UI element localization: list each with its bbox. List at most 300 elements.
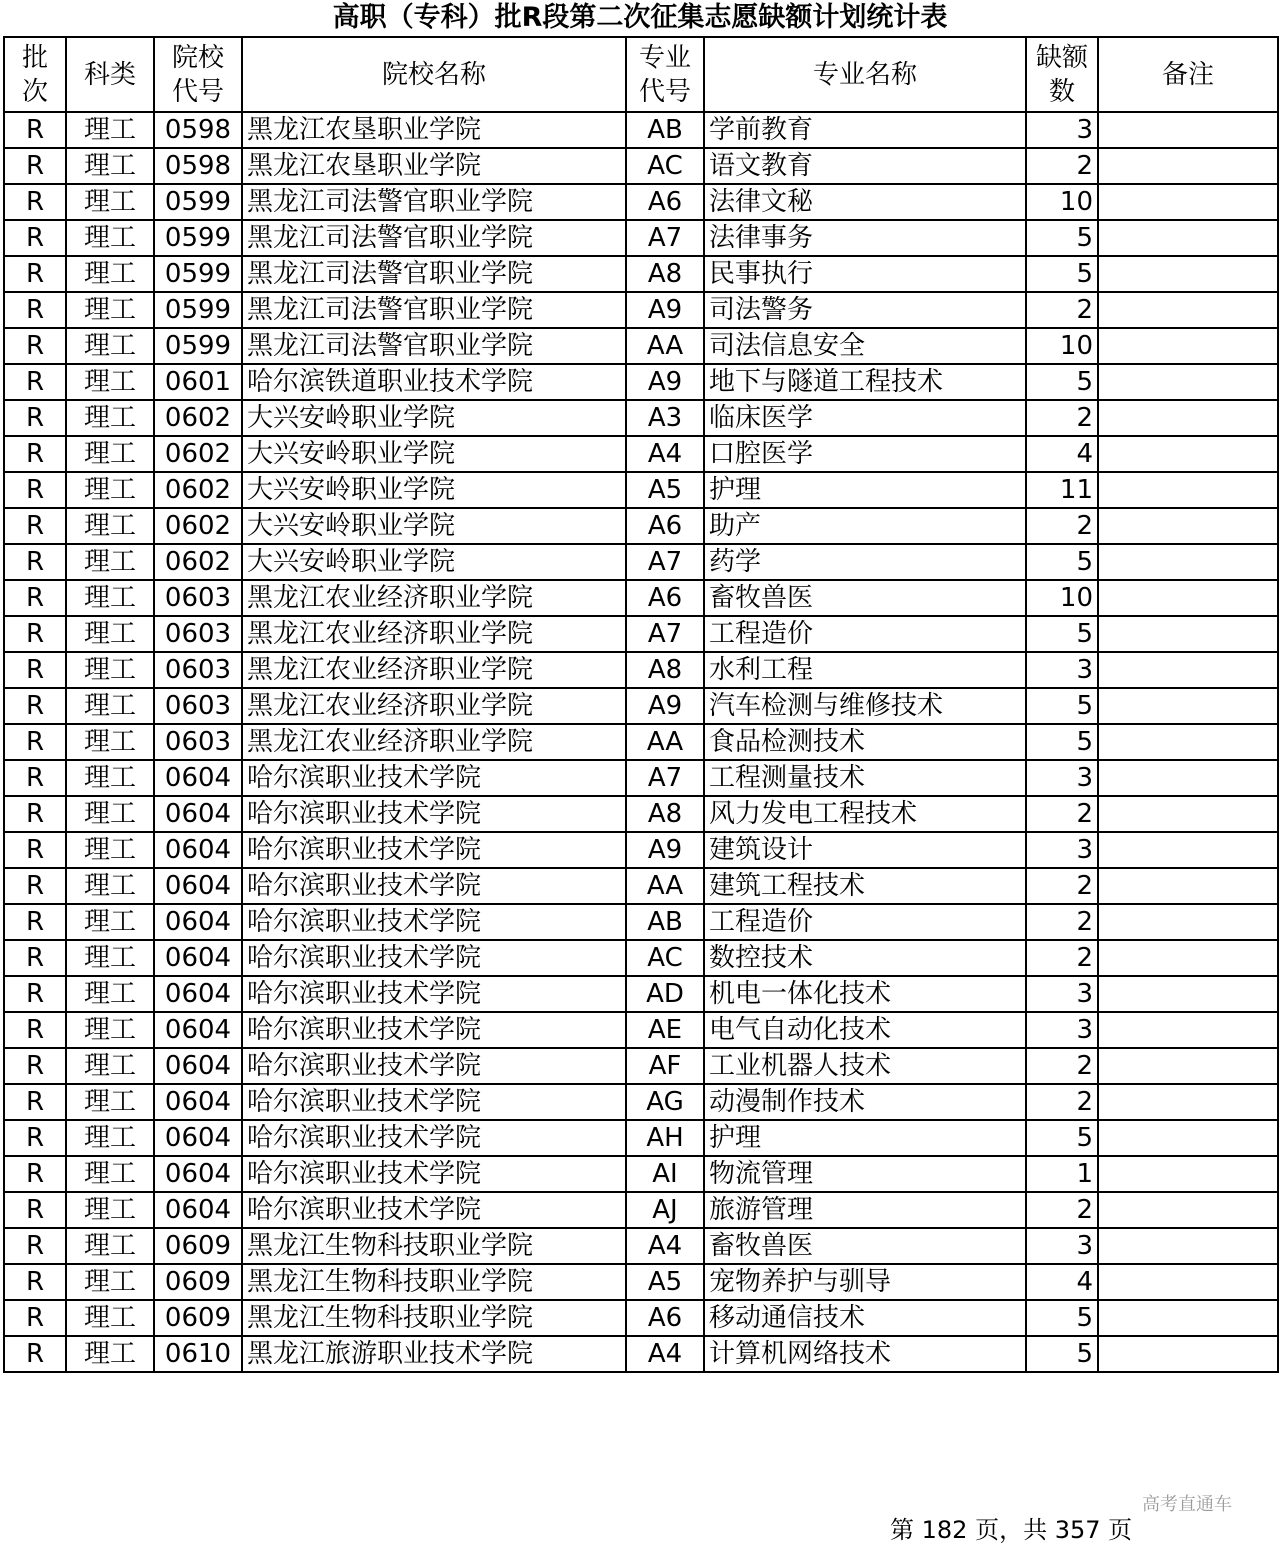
cell-major-code: A5 xyxy=(626,472,704,508)
cell-school-code: 0604 xyxy=(154,940,242,976)
vacancy-table xyxy=(3,36,1279,1373)
cell-batch: R xyxy=(4,328,66,364)
cell-remark xyxy=(1098,796,1278,832)
cell-major-name: 法律文秘 xyxy=(704,184,1026,220)
cell-category: 理工 xyxy=(66,1120,154,1156)
cell-remark xyxy=(1098,616,1278,652)
cell-category: 理工 xyxy=(66,400,154,436)
cell-vacancy: 3 xyxy=(1026,1012,1098,1048)
cell-batch: R xyxy=(4,1264,66,1300)
cell-major-name: 机电一体化技术 xyxy=(704,976,1026,1012)
cell-batch: R xyxy=(4,400,66,436)
cell-school-code: 0603 xyxy=(154,652,242,688)
cell-major-name: 食品检测技术 xyxy=(704,724,1026,760)
cell-major-name: 水利工程 xyxy=(704,652,1026,688)
cell-batch: R xyxy=(4,1012,66,1048)
table-row xyxy=(4,652,1278,688)
cell-remark xyxy=(1098,328,1278,364)
cell-school-name: 黑龙江司法警官职业学院 xyxy=(242,184,626,220)
cell-school-code: 0601 xyxy=(154,364,242,400)
table-row xyxy=(4,1300,1278,1336)
cell-remark xyxy=(1098,508,1278,544)
cell-major-name: 数控技术 xyxy=(704,940,1026,976)
cell-batch: R xyxy=(4,472,66,508)
cell-vacancy: 5 xyxy=(1026,688,1098,724)
cell-major-code: AC xyxy=(626,148,704,184)
table-row xyxy=(4,400,1278,436)
cell-remark xyxy=(1098,184,1278,220)
cell-major-name: 地下与隧道工程技术 xyxy=(704,364,1026,400)
table-row xyxy=(4,940,1278,976)
cell-major-name: 风力发电工程技术 xyxy=(704,796,1026,832)
cell-major-name: 电气自动化技术 xyxy=(704,1012,1026,1048)
cell-school-name: 哈尔滨职业技术学院 xyxy=(242,1120,626,1156)
cell-remark xyxy=(1098,724,1278,760)
cell-major-name: 药学 xyxy=(704,544,1026,580)
table-row xyxy=(4,184,1278,220)
cell-school-name: 黑龙江生物科技职业学院 xyxy=(242,1264,626,1300)
cell-major-code: A7 xyxy=(626,544,704,580)
cell-vacancy: 4 xyxy=(1026,1264,1098,1300)
cell-school-code: 0598 xyxy=(154,112,242,148)
cell-major-code: A6 xyxy=(626,508,704,544)
cell-school-code: 0599 xyxy=(154,292,242,328)
cell-remark xyxy=(1098,1300,1278,1336)
cell-vacancy: 2 xyxy=(1026,148,1098,184)
cell-school-name: 哈尔滨职业技术学院 xyxy=(242,1012,626,1048)
cell-remark xyxy=(1098,940,1278,976)
header-batch: 批次 xyxy=(4,37,66,112)
header-major-name: 专业名称 xyxy=(704,37,1026,112)
cell-school-name: 哈尔滨职业技术学院 xyxy=(242,832,626,868)
cell-school-name: 大兴安岭职业学院 xyxy=(242,400,626,436)
cell-vacancy: 10 xyxy=(1026,184,1098,220)
cell-vacancy: 2 xyxy=(1026,400,1098,436)
cell-school-name: 大兴安岭职业学院 xyxy=(242,436,626,472)
cell-major-code: A4 xyxy=(626,1336,704,1372)
cell-major-code: A8 xyxy=(626,652,704,688)
cell-remark xyxy=(1098,868,1278,904)
cell-remark xyxy=(1098,1336,1278,1372)
cell-vacancy: 4 xyxy=(1026,436,1098,472)
cell-school-code: 0604 xyxy=(154,1048,242,1084)
cell-vacancy: 5 xyxy=(1026,220,1098,256)
cell-category: 理工 xyxy=(66,580,154,616)
cell-major-code: AB xyxy=(626,904,704,940)
cell-remark xyxy=(1098,400,1278,436)
cell-major-name: 建筑设计 xyxy=(704,832,1026,868)
cell-major-name: 动漫制作技术 xyxy=(704,1084,1026,1120)
cell-school-name: 黑龙江司法警官职业学院 xyxy=(242,328,626,364)
table-row xyxy=(4,760,1278,796)
cell-vacancy: 5 xyxy=(1026,364,1098,400)
cell-batch: R xyxy=(4,616,66,652)
cell-school-name: 黑龙江司法警官职业学院 xyxy=(242,292,626,328)
cell-major-name: 司法信息安全 xyxy=(704,328,1026,364)
cell-school-name: 哈尔滨职业技术学院 xyxy=(242,1192,626,1228)
cell-school-name: 黑龙江农垦职业学院 xyxy=(242,112,626,148)
cell-school-name: 哈尔滨职业技术学院 xyxy=(242,976,626,1012)
table-row xyxy=(4,436,1278,472)
page-footer: 第 182 页，共 357 页 xyxy=(890,1516,1133,1544)
cell-major-code: A7 xyxy=(626,220,704,256)
cell-school-code: 0604 xyxy=(154,1192,242,1228)
header-major-code: 专业代号 xyxy=(626,37,704,112)
cell-school-name: 哈尔滨铁道职业技术学院 xyxy=(242,364,626,400)
cell-batch: R xyxy=(4,1300,66,1336)
cell-school-code: 0609 xyxy=(154,1300,242,1336)
header-vacancy: 缺额数 xyxy=(1026,37,1098,112)
cell-batch: R xyxy=(4,508,66,544)
watermark: 高考直通车 xyxy=(1142,1494,1232,1515)
table-row xyxy=(4,1084,1278,1120)
cell-school-code: 0598 xyxy=(154,148,242,184)
cell-category: 理工 xyxy=(66,868,154,904)
cell-major-code: A9 xyxy=(626,832,704,868)
cell-major-name: 语文教育 xyxy=(704,148,1026,184)
cell-school-name: 黑龙江农业经济职业学院 xyxy=(242,580,626,616)
cell-batch: R xyxy=(4,1336,66,1372)
table-row xyxy=(4,868,1278,904)
table-row xyxy=(4,112,1278,148)
cell-category: 理工 xyxy=(66,904,154,940)
cell-remark xyxy=(1098,1120,1278,1156)
cell-major-code: AD xyxy=(626,976,704,1012)
cell-major-code: AA xyxy=(626,724,704,760)
cell-major-code: A7 xyxy=(626,616,704,652)
cell-school-name: 哈尔滨职业技术学院 xyxy=(242,760,626,796)
cell-batch: R xyxy=(4,364,66,400)
cell-remark xyxy=(1098,1084,1278,1120)
cell-school-name: 哈尔滨职业技术学院 xyxy=(242,796,626,832)
cell-major-code: A8 xyxy=(626,796,704,832)
cell-major-name: 物流管理 xyxy=(704,1156,1026,1192)
cell-remark xyxy=(1098,364,1278,400)
cell-category: 理工 xyxy=(66,184,154,220)
cell-school-code: 0599 xyxy=(154,328,242,364)
cell-school-code: 0604 xyxy=(154,868,242,904)
cell-vacancy: 3 xyxy=(1026,112,1098,148)
cell-school-code: 0604 xyxy=(154,904,242,940)
cell-major-code: AA xyxy=(626,868,704,904)
cell-school-name: 哈尔滨职业技术学院 xyxy=(242,868,626,904)
cell-vacancy: 2 xyxy=(1026,1084,1098,1120)
cell-vacancy: 2 xyxy=(1026,796,1098,832)
cell-batch: R xyxy=(4,1192,66,1228)
cell-vacancy: 5 xyxy=(1026,544,1098,580)
cell-school-code: 0602 xyxy=(154,400,242,436)
header-category: 科类 xyxy=(66,37,154,112)
cell-school-code: 0603 xyxy=(154,580,242,616)
cell-school-code: 0603 xyxy=(154,616,242,652)
table-row xyxy=(4,616,1278,652)
cell-batch: R xyxy=(4,724,66,760)
cell-major-code: A6 xyxy=(626,580,704,616)
cell-vacancy: 2 xyxy=(1026,292,1098,328)
cell-batch: R xyxy=(4,292,66,328)
cell-category: 理工 xyxy=(66,760,154,796)
cell-school-name: 哈尔滨职业技术学院 xyxy=(242,1048,626,1084)
table-row xyxy=(4,832,1278,868)
cell-batch: R xyxy=(4,904,66,940)
cell-major-name: 临床医学 xyxy=(704,400,1026,436)
cell-vacancy: 2 xyxy=(1026,508,1098,544)
cell-vacancy: 3 xyxy=(1026,652,1098,688)
table-row xyxy=(4,1156,1278,1192)
cell-batch: R xyxy=(4,1228,66,1264)
table-row xyxy=(4,292,1278,328)
cell-category: 理工 xyxy=(66,544,154,580)
table-row xyxy=(4,1192,1278,1228)
cell-vacancy: 3 xyxy=(1026,832,1098,868)
cell-school-name: 黑龙江农垦职业学院 xyxy=(242,148,626,184)
cell-major-code: A4 xyxy=(626,1228,704,1264)
cell-major-name: 移动通信技术 xyxy=(704,1300,1026,1336)
cell-remark xyxy=(1098,1012,1278,1048)
table-row xyxy=(4,1048,1278,1084)
cell-school-code: 0604 xyxy=(154,796,242,832)
cell-batch: R xyxy=(4,976,66,1012)
cell-batch: R xyxy=(4,580,66,616)
cell-vacancy: 1 xyxy=(1026,1156,1098,1192)
cell-remark xyxy=(1098,112,1278,148)
cell-batch: R xyxy=(4,184,66,220)
cell-school-name: 黑龙江农业经济职业学院 xyxy=(242,688,626,724)
cell-category: 理工 xyxy=(66,328,154,364)
cell-major-code: AH xyxy=(626,1120,704,1156)
cell-remark xyxy=(1098,688,1278,724)
cell-major-code: A5 xyxy=(626,1264,704,1300)
cell-remark xyxy=(1098,292,1278,328)
cell-vacancy: 3 xyxy=(1026,760,1098,796)
cell-vacancy: 10 xyxy=(1026,580,1098,616)
cell-batch: R xyxy=(4,868,66,904)
table-row xyxy=(4,1228,1278,1264)
cell-school-name: 黑龙江农业经济职业学院 xyxy=(242,652,626,688)
cell-vacancy: 5 xyxy=(1026,1300,1098,1336)
table-row xyxy=(4,688,1278,724)
cell-batch: R xyxy=(4,436,66,472)
cell-batch: R xyxy=(4,652,66,688)
header-remark: 备注 xyxy=(1098,37,1278,112)
cell-remark xyxy=(1098,580,1278,616)
cell-remark xyxy=(1098,1228,1278,1264)
cell-category: 理工 xyxy=(66,1192,154,1228)
cell-major-name: 司法警务 xyxy=(704,292,1026,328)
table-row xyxy=(4,1264,1278,1300)
cell-remark xyxy=(1098,436,1278,472)
cell-major-code: AA xyxy=(626,328,704,364)
table-row xyxy=(4,976,1278,1012)
cell-remark xyxy=(1098,1156,1278,1192)
cell-batch: R xyxy=(4,1048,66,1084)
table-row xyxy=(4,328,1278,364)
cell-vacancy: 2 xyxy=(1026,940,1098,976)
table-row xyxy=(4,904,1278,940)
cell-major-name: 口腔医学 xyxy=(704,436,1026,472)
cell-school-code: 0599 xyxy=(154,256,242,292)
cell-school-name: 黑龙江生物科技职业学院 xyxy=(242,1300,626,1336)
cell-major-name: 护理 xyxy=(704,472,1026,508)
table-row xyxy=(4,472,1278,508)
cell-school-name: 大兴安岭职业学院 xyxy=(242,472,626,508)
cell-category: 理工 xyxy=(66,832,154,868)
cell-school-code: 0609 xyxy=(154,1228,242,1264)
cell-category: 理工 xyxy=(66,1048,154,1084)
cell-batch: R xyxy=(4,220,66,256)
cell-batch: R xyxy=(4,148,66,184)
cell-vacancy: 5 xyxy=(1026,724,1098,760)
cell-major-code: A9 xyxy=(626,364,704,400)
cell-remark xyxy=(1098,1048,1278,1084)
cell-category: 理工 xyxy=(66,508,154,544)
cell-batch: R xyxy=(4,1156,66,1192)
cell-major-code: AI xyxy=(626,1156,704,1192)
cell-vacancy: 5 xyxy=(1026,1120,1098,1156)
cell-category: 理工 xyxy=(66,652,154,688)
cell-school-name: 大兴安岭职业学院 xyxy=(242,508,626,544)
cell-category: 理工 xyxy=(66,220,154,256)
cell-remark xyxy=(1098,832,1278,868)
cell-batch: R xyxy=(4,1084,66,1120)
cell-vacancy: 5 xyxy=(1026,1336,1098,1372)
cell-major-name: 工程造价 xyxy=(704,904,1026,940)
cell-remark xyxy=(1098,760,1278,796)
cell-major-name: 宠物养护与驯导 xyxy=(704,1264,1026,1300)
cell-school-code: 0599 xyxy=(154,184,242,220)
cell-major-name: 工业机器人技术 xyxy=(704,1048,1026,1084)
table-row xyxy=(4,256,1278,292)
cell-category: 理工 xyxy=(66,688,154,724)
cell-category: 理工 xyxy=(66,1228,154,1264)
cell-major-code: A6 xyxy=(626,184,704,220)
cell-remark xyxy=(1098,1192,1278,1228)
cell-school-code: 0602 xyxy=(154,508,242,544)
cell-major-name: 旅游管理 xyxy=(704,1192,1026,1228)
cell-category: 理工 xyxy=(66,1336,154,1372)
cell-major-code: AF xyxy=(626,1048,704,1084)
cell-category: 理工 xyxy=(66,436,154,472)
cell-vacancy: 5 xyxy=(1026,256,1098,292)
cell-remark xyxy=(1098,220,1278,256)
cell-batch: R xyxy=(4,760,66,796)
cell-category: 理工 xyxy=(66,148,154,184)
cell-major-code: AB xyxy=(626,112,704,148)
cell-major-code: A9 xyxy=(626,292,704,328)
cell-major-name: 计算机网络技术 xyxy=(704,1336,1026,1372)
cell-category: 理工 xyxy=(66,472,154,508)
cell-category: 理工 xyxy=(66,292,154,328)
table-row xyxy=(4,1012,1278,1048)
cell-remark xyxy=(1098,652,1278,688)
cell-major-name: 工程造价 xyxy=(704,616,1026,652)
cell-vacancy: 11 xyxy=(1026,472,1098,508)
table-header-row xyxy=(4,37,1278,112)
cell-batch: R xyxy=(4,940,66,976)
cell-vacancy: 2 xyxy=(1026,1192,1098,1228)
cell-category: 理工 xyxy=(66,796,154,832)
cell-school-name: 黑龙江生物科技职业学院 xyxy=(242,1228,626,1264)
cell-major-code: AC xyxy=(626,940,704,976)
cell-remark xyxy=(1098,904,1278,940)
cell-category: 理工 xyxy=(66,112,154,148)
cell-major-name: 民事执行 xyxy=(704,256,1026,292)
cell-school-code: 0604 xyxy=(154,1120,242,1156)
cell-major-name: 工程测量技术 xyxy=(704,760,1026,796)
cell-category: 理工 xyxy=(66,940,154,976)
table-body xyxy=(4,112,1278,1372)
page-title: 高职（专科）批R段第二次征集志愿缺额计划统计表 xyxy=(332,2,948,33)
cell-remark xyxy=(1098,1264,1278,1300)
cell-major-code: A6 xyxy=(626,1300,704,1336)
header-school-code: 院校代号 xyxy=(154,37,242,112)
cell-school-code: 0603 xyxy=(154,688,242,724)
cell-category: 理工 xyxy=(66,616,154,652)
cell-category: 理工 xyxy=(66,1084,154,1120)
cell-remark xyxy=(1098,148,1278,184)
cell-major-name: 畜牧兽医 xyxy=(704,1228,1026,1264)
cell-batch: R xyxy=(4,112,66,148)
cell-batch: R xyxy=(4,832,66,868)
cell-category: 理工 xyxy=(66,1012,154,1048)
cell-school-name: 黑龙江农业经济职业学院 xyxy=(242,724,626,760)
table-row xyxy=(4,544,1278,580)
cell-major-name: 建筑工程技术 xyxy=(704,868,1026,904)
cell-major-code: A9 xyxy=(626,688,704,724)
cell-school-code: 0604 xyxy=(154,1084,242,1120)
cell-school-code: 0604 xyxy=(154,832,242,868)
cell-school-code: 0604 xyxy=(154,976,242,1012)
cell-batch: R xyxy=(4,688,66,724)
cell-school-code: 0609 xyxy=(154,1264,242,1300)
cell-remark xyxy=(1098,472,1278,508)
cell-school-name: 黑龙江农业经济职业学院 xyxy=(242,616,626,652)
cell-batch: R xyxy=(4,256,66,292)
cell-school-name: 哈尔滨职业技术学院 xyxy=(242,904,626,940)
cell-major-name: 法律事务 xyxy=(704,220,1026,256)
cell-vacancy: 2 xyxy=(1026,868,1098,904)
cell-school-name: 哈尔滨职业技术学院 xyxy=(242,940,626,976)
cell-vacancy: 2 xyxy=(1026,904,1098,940)
cell-major-code: A8 xyxy=(626,256,704,292)
cell-vacancy: 5 xyxy=(1026,616,1098,652)
table-row xyxy=(4,148,1278,184)
table-row xyxy=(4,796,1278,832)
table-row xyxy=(4,220,1278,256)
cell-school-name: 黑龙江司法警官职业学院 xyxy=(242,256,626,292)
cell-major-code: AE xyxy=(626,1012,704,1048)
cell-remark xyxy=(1098,256,1278,292)
cell-school-code: 0603 xyxy=(154,724,242,760)
cell-school-name: 哈尔滨职业技术学院 xyxy=(242,1156,626,1192)
cell-category: 理工 xyxy=(66,256,154,292)
cell-remark xyxy=(1098,544,1278,580)
table-row xyxy=(4,580,1278,616)
cell-major-code: A7 xyxy=(626,760,704,796)
table-row xyxy=(4,508,1278,544)
cell-major-code: AJ xyxy=(626,1192,704,1228)
cell-school-code: 0604 xyxy=(154,760,242,796)
cell-school-code: 0602 xyxy=(154,544,242,580)
cell-major-name: 畜牧兽医 xyxy=(704,580,1026,616)
cell-category: 理工 xyxy=(66,976,154,1012)
cell-school-code: 0610 xyxy=(154,1336,242,1372)
cell-major-code: A3 xyxy=(626,400,704,436)
cell-school-code: 0602 xyxy=(154,472,242,508)
cell-category: 理工 xyxy=(66,724,154,760)
cell-vacancy: 2 xyxy=(1026,1048,1098,1084)
cell-batch: R xyxy=(4,544,66,580)
